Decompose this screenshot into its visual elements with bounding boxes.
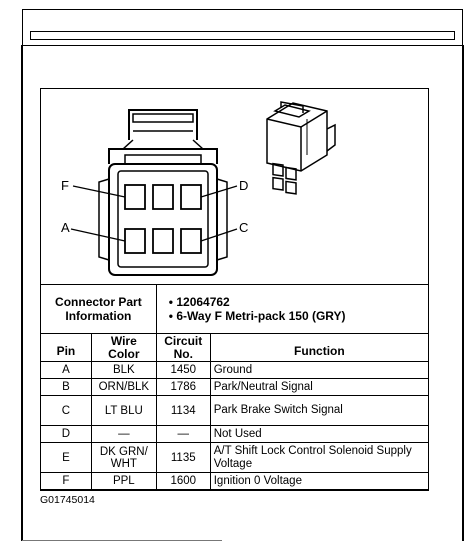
circuit-cell: 1135 (156, 443, 210, 473)
wire-color-cell: BLK (91, 362, 156, 379)
part-number: 12064762 (176, 295, 230, 309)
connector-type: 6-Way F Metri-pack 150 (GRY) (176, 309, 346, 323)
function-cell: Ignition 0 Voltage (210, 473, 428, 490)
table-header-row (41, 334, 429, 362)
pin-cell: F (41, 473, 92, 490)
wire-color-cell: LT BLU (91, 396, 156, 426)
pin-label-A: A (61, 220, 70, 235)
function-cell: Not Used (210, 426, 428, 443)
circuit-cell: 1450 (156, 362, 210, 379)
header-wire-color: Wire Color (91, 334, 156, 362)
circuit-cell: — (156, 426, 210, 443)
table-row (41, 379, 429, 396)
page-right-border (462, 45, 464, 541)
function-cell: A/T Shift Lock Control Solenoid Supply Voltage (210, 443, 428, 473)
circuit-cell: 1134 (156, 396, 210, 426)
pin-cell: E (41, 443, 92, 473)
circuit-cell: 1786 (156, 379, 210, 396)
pin-cell: C (41, 396, 92, 426)
header-function: Function (210, 334, 428, 362)
wire-color-cell: — (91, 426, 156, 443)
pin-label-C: C (239, 220, 249, 235)
table-row (41, 473, 429, 490)
pin-cell: B (41, 379, 92, 396)
figure-id: G01745014 (40, 494, 95, 506)
pin-cell: A (41, 362, 92, 379)
pin-label-F: F (61, 178, 69, 193)
table-row (41, 443, 429, 473)
wire-color-cell: DK GRN/ WHT (91, 443, 156, 473)
circuit-cell: 1600 (156, 473, 210, 490)
function-cell: Park/Neutral Signal (210, 379, 428, 396)
part-info-list: • 12064762 • 6-Way F Metri-pack 150 (GRY) (156, 285, 428, 334)
pin-cell: D (41, 426, 92, 443)
page-header-inner-bar (30, 31, 455, 40)
wire-color-cell: PPL (91, 473, 156, 490)
pin-label-D: D (239, 178, 249, 193)
header-circuit-no: Circuit No. (156, 334, 210, 362)
part-info-row (41, 285, 429, 334)
connector-diagram (41, 89, 430, 286)
connector-info-table (40, 284, 429, 490)
function-cell: Ground (210, 362, 428, 379)
wire-color-cell: ORN/BLK (91, 379, 156, 396)
header-pin: Pin (41, 334, 92, 362)
function-cell: Park Brake Switch Signal (210, 396, 428, 426)
table-row (41, 426, 429, 443)
table-row (41, 362, 429, 379)
page-bottom-rule (22, 540, 222, 541)
page-left-border (21, 45, 23, 541)
connector-iso-view (267, 102, 335, 194)
part-info-label: Connector Part Information (41, 285, 157, 334)
table-row (41, 396, 429, 426)
page-header-bar (22, 9, 463, 46)
